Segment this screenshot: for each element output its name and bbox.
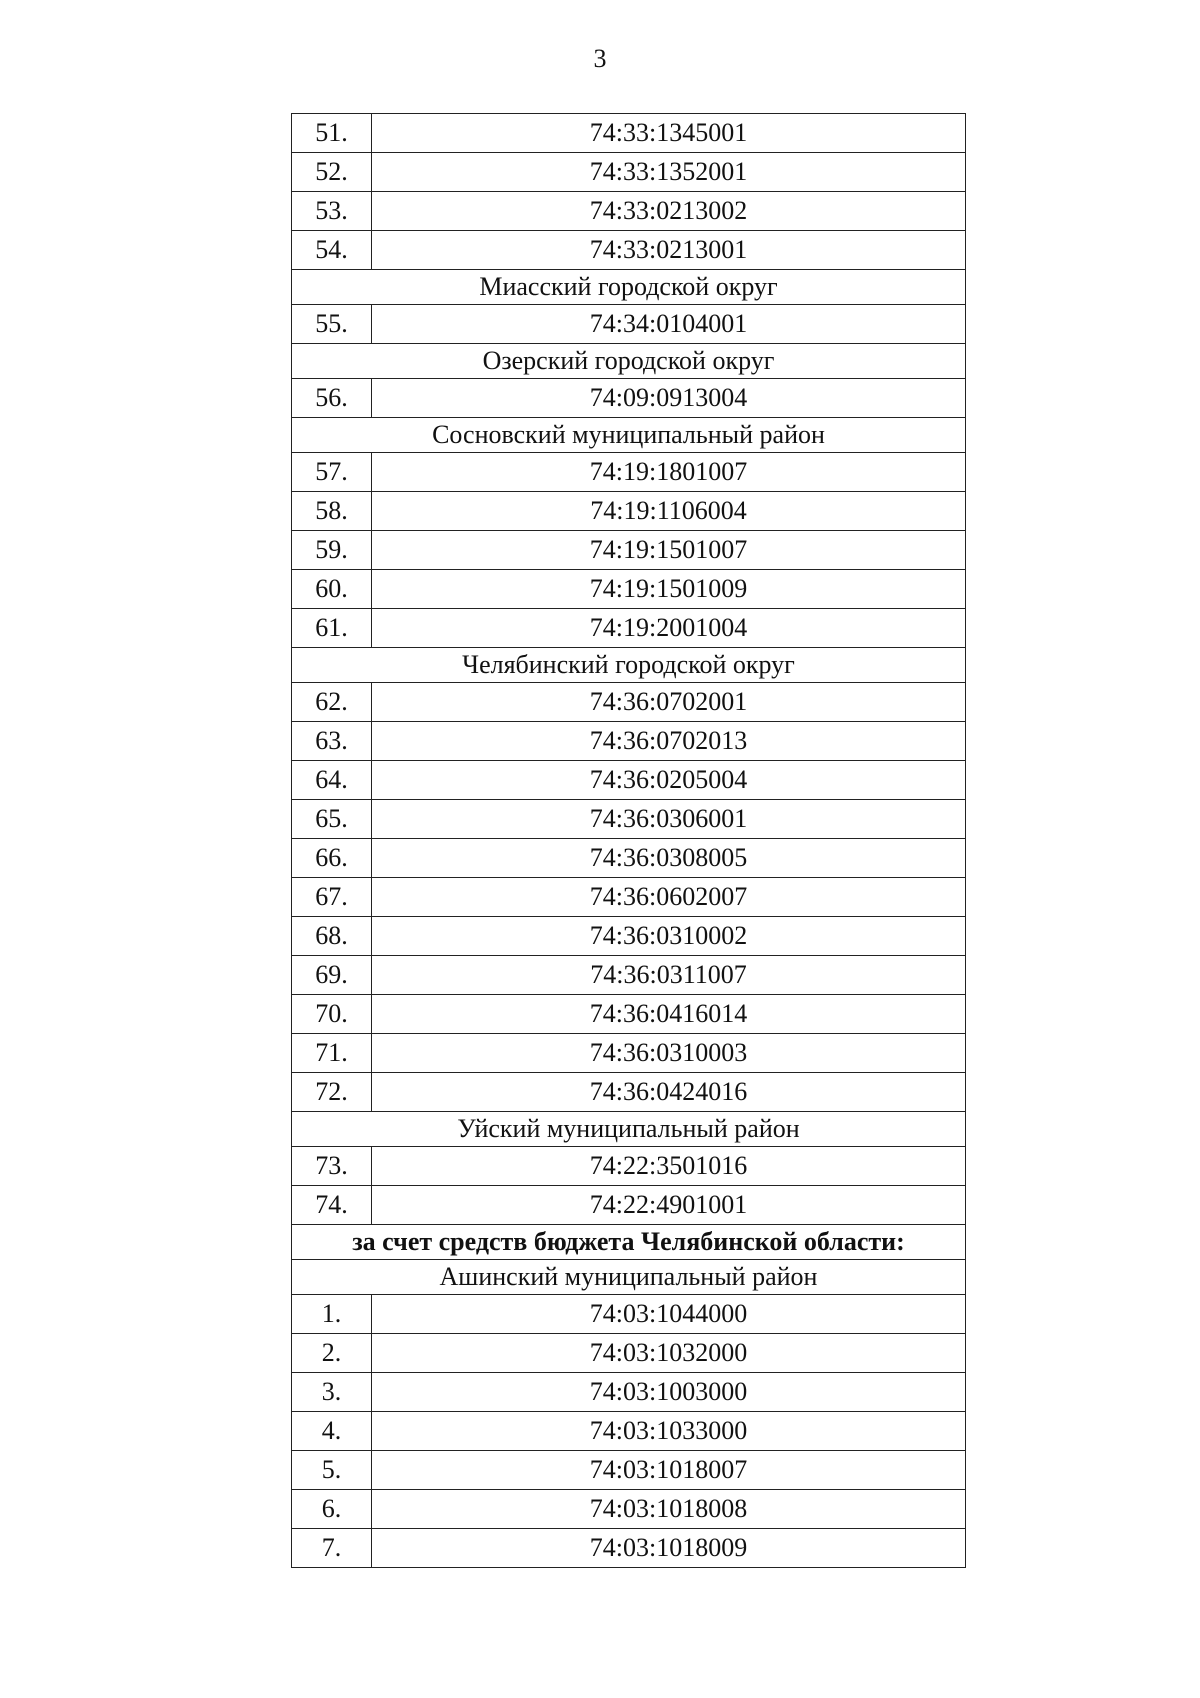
cadastral-quarters-table xyxy=(291,113,966,1568)
table-row xyxy=(292,153,966,192)
cadastral-number: 74:19:1501007 xyxy=(372,531,966,570)
cadastral-number: 74:36:0424016 xyxy=(372,1073,966,1112)
cadastral-number: 74:36:0602007 xyxy=(372,878,966,917)
row-number: 55. xyxy=(292,305,372,344)
table-row xyxy=(292,1034,966,1073)
row-number: 65. xyxy=(292,800,372,839)
row-number: 5. xyxy=(292,1451,372,1490)
row-number: 67. xyxy=(292,878,372,917)
table-row xyxy=(292,305,966,344)
row-number: 69. xyxy=(292,956,372,995)
row-number: 1. xyxy=(292,1295,372,1334)
cadastral-number: 74:19:1801007 xyxy=(372,453,966,492)
cadastral-number: 74:19:1501009 xyxy=(372,570,966,609)
cadastral-number: 74:36:0416014 xyxy=(372,995,966,1034)
cadastral-number: 74:33:0213002 xyxy=(372,192,966,231)
table-row xyxy=(292,956,966,995)
table-row xyxy=(292,839,966,878)
table-row xyxy=(292,609,966,648)
cadastral-number: 74:19:1106004 xyxy=(372,492,966,531)
cadastral-number: 74:09:0913004 xyxy=(372,379,966,418)
row-number: 56. xyxy=(292,379,372,418)
table-row xyxy=(292,761,966,800)
row-number: 2. xyxy=(292,1334,372,1373)
district-name: Миасский городской округ xyxy=(292,270,966,305)
cadastral-number: 74:03:1032000 xyxy=(372,1334,966,1373)
district-name: Уйский муниципальный район xyxy=(292,1112,966,1147)
district-name: Челябинский городской округ xyxy=(292,648,966,683)
cadastral-number: 74:03:1018008 xyxy=(372,1490,966,1529)
district-header-row xyxy=(292,344,966,379)
row-number: 6. xyxy=(292,1490,372,1529)
row-number: 3. xyxy=(292,1373,372,1412)
row-number: 71. xyxy=(292,1034,372,1073)
cadastral-number: 74:34:0104001 xyxy=(372,305,966,344)
district-header-row xyxy=(292,418,966,453)
cadastral-number: 74:33:1352001 xyxy=(372,153,966,192)
cadastral-number: 74:36:0310002 xyxy=(372,917,966,956)
row-number: 51. xyxy=(292,114,372,153)
table-row xyxy=(292,453,966,492)
cadastral-number: 74:36:0702013 xyxy=(372,722,966,761)
cadastral-number: 74:36:0308005 xyxy=(372,839,966,878)
district-name: Ашинский муниципальный район xyxy=(292,1260,966,1295)
table-row xyxy=(292,1186,966,1225)
row-number: 63. xyxy=(292,722,372,761)
row-number: 62. xyxy=(292,683,372,722)
table-row xyxy=(292,995,966,1034)
table-body xyxy=(292,114,966,1568)
cadastral-number: 74:03:1018009 xyxy=(372,1529,966,1568)
district-header-row xyxy=(292,648,966,683)
table-row xyxy=(292,1334,966,1373)
cadastral-number: 74:19:2001004 xyxy=(372,609,966,648)
cadastral-number: 74:36:0311007 xyxy=(372,956,966,995)
table-row xyxy=(292,878,966,917)
table-row xyxy=(292,570,966,609)
district-header-row xyxy=(292,1260,966,1295)
row-number: 66. xyxy=(292,839,372,878)
table-row xyxy=(292,114,966,153)
district-name: Озерский городской округ xyxy=(292,344,966,379)
table-row xyxy=(292,683,966,722)
cadastral-number: 74:33:0213001 xyxy=(372,231,966,270)
table-row xyxy=(292,192,966,231)
row-number: 61. xyxy=(292,609,372,648)
table-row xyxy=(292,231,966,270)
cadastral-number: 74:36:0306001 xyxy=(372,800,966,839)
row-number: 52. xyxy=(292,153,372,192)
row-number: 74. xyxy=(292,1186,372,1225)
table-row xyxy=(292,722,966,761)
row-number: 72. xyxy=(292,1073,372,1112)
row-number: 57. xyxy=(292,453,372,492)
cadastral-number: 74:03:1033000 xyxy=(372,1412,966,1451)
table-row xyxy=(292,531,966,570)
row-number: 4. xyxy=(292,1412,372,1451)
table-row xyxy=(292,1490,966,1529)
table-row xyxy=(292,1147,966,1186)
row-number: 58. xyxy=(292,492,372,531)
row-number: 64. xyxy=(292,761,372,800)
page-number: 3 xyxy=(593,44,607,73)
row-number: 59. xyxy=(292,531,372,570)
district-header-row xyxy=(292,1112,966,1147)
row-number: 68. xyxy=(292,917,372,956)
cadastral-number: 74:22:3501016 xyxy=(372,1147,966,1186)
cadastral-number: 74:33:1345001 xyxy=(372,114,966,153)
cadastral-number: 74:03:1018007 xyxy=(372,1451,966,1490)
cadastral-number: 74:22:4901001 xyxy=(372,1186,966,1225)
row-number: 70. xyxy=(292,995,372,1034)
cadastral-number: 74:36:0702001 xyxy=(372,683,966,722)
table-row xyxy=(292,1073,966,1112)
cadastral-number: 74:03:1003000 xyxy=(372,1373,966,1412)
cadastral-number: 74:36:0310003 xyxy=(372,1034,966,1073)
table-row xyxy=(292,379,966,418)
district-name: Сосновский муниципальный район xyxy=(292,418,966,453)
cadastral-number: 74:36:0205004 xyxy=(372,761,966,800)
table-row xyxy=(292,917,966,956)
funding-source-header xyxy=(292,1225,966,1260)
table-row xyxy=(292,1451,966,1490)
row-number: 73. xyxy=(292,1147,372,1186)
district-header-row xyxy=(292,270,966,305)
row-number: 60. xyxy=(292,570,372,609)
row-number: 54. xyxy=(292,231,372,270)
cadastral-number: 74:03:1044000 xyxy=(372,1295,966,1334)
row-number: 7. xyxy=(292,1529,372,1568)
table-row xyxy=(292,492,966,531)
district-name: за счет средств бюджета Челябинской области: xyxy=(292,1225,966,1260)
table-row xyxy=(292,800,966,839)
table-row xyxy=(292,1412,966,1451)
table-row xyxy=(292,1373,966,1412)
table-row xyxy=(292,1529,966,1568)
table-row xyxy=(292,1295,966,1334)
row-number: 53. xyxy=(292,192,372,231)
